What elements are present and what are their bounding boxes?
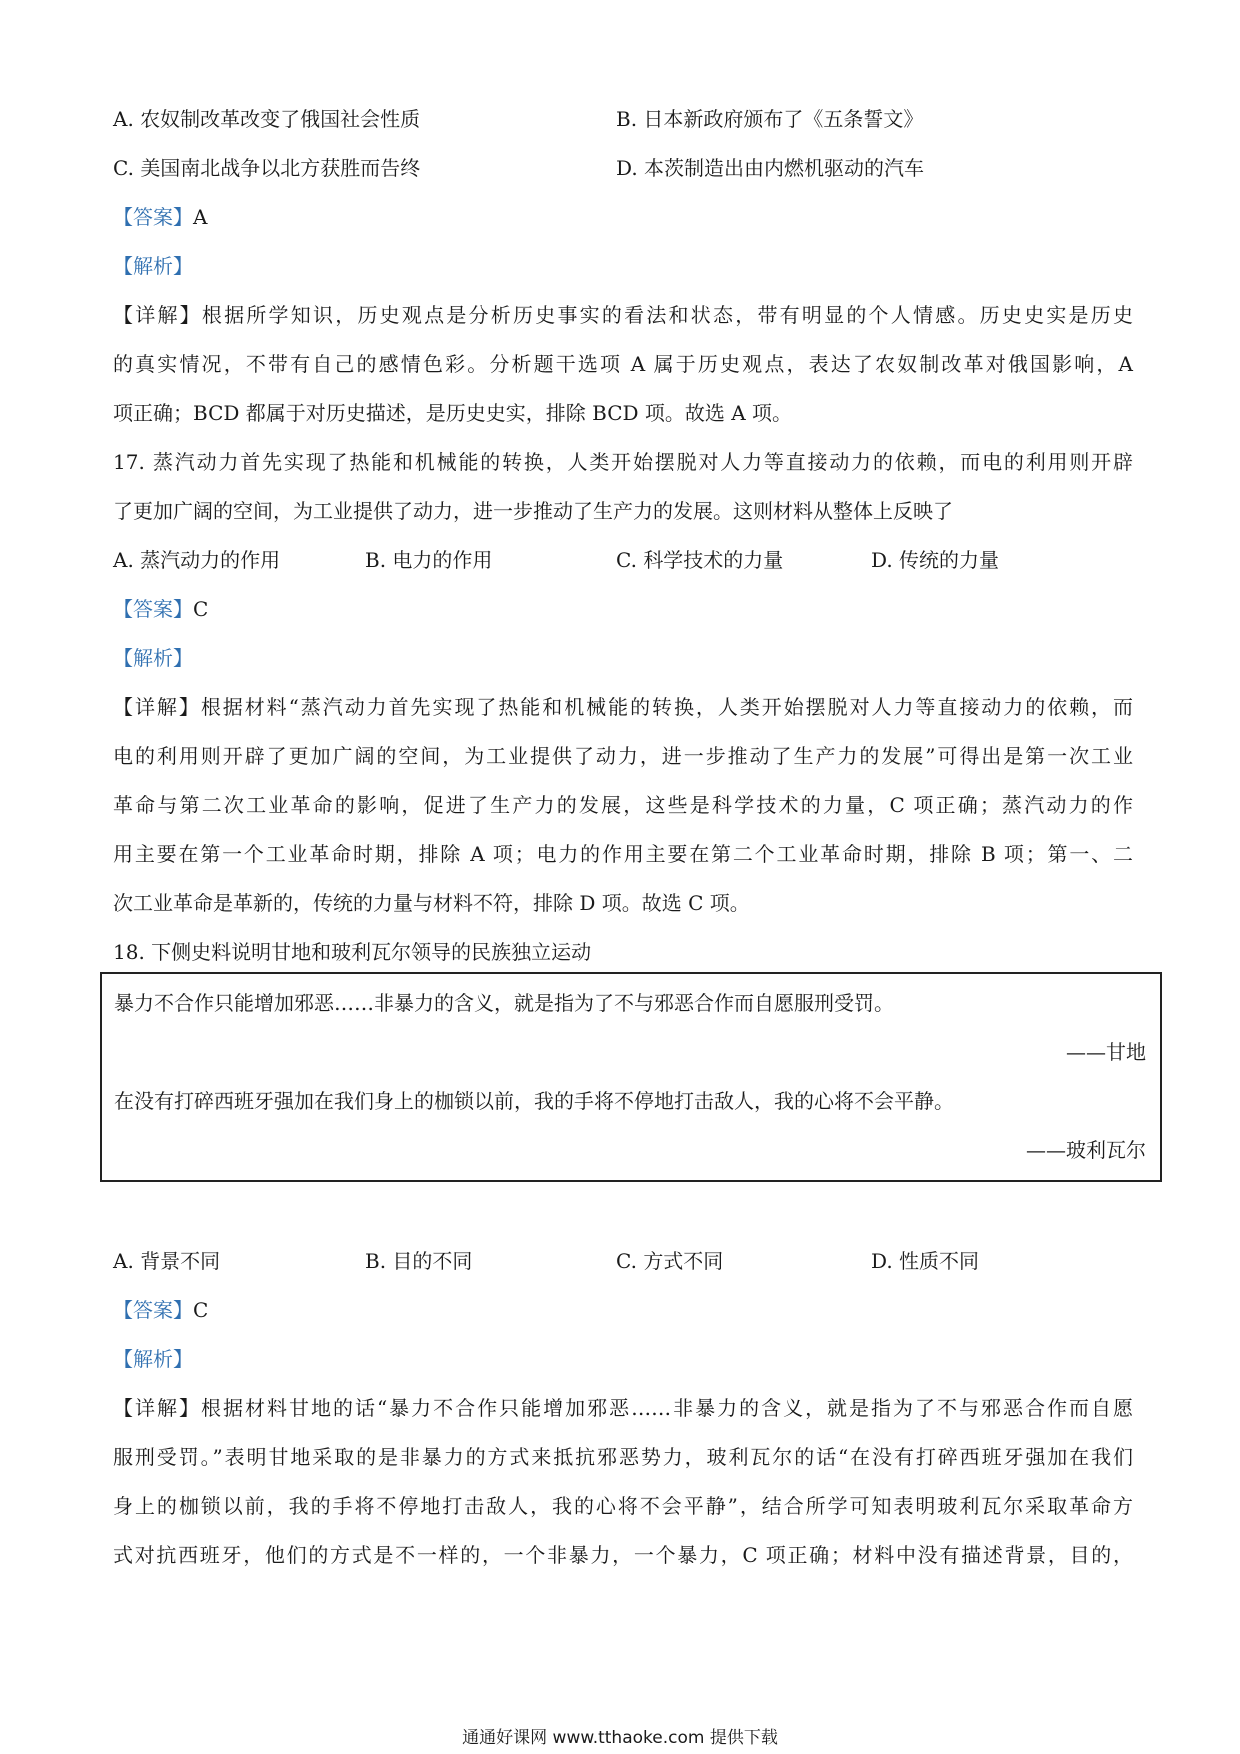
q18-option-a: A. 背景不同	[113, 1249, 221, 1273]
attribution-bolivar: ——玻利瓦尔	[1026, 1138, 1146, 1162]
answer-value: A	[193, 205, 208, 229]
q17-detail-line-4: 用主要在第一个工业革命时期，排除 A 项；电力的作用主要在第二个工业革命时期，排除 B 项；第一、二	[113, 842, 1133, 866]
q17-detail-line-2: 电的利用则开辟了更加广阔的空间，为工业提供了动力，进一步推动了生产力的发展”可得出是第一次工业	[113, 744, 1133, 768]
q17-option-a: A. 蒸汽动力的作用	[113, 548, 281, 572]
q17-detail-line-3: 革命与第二次工业革命的影响，促进了生产力的发展，这些是科学技术的力量，C 项正确；蒸汽动力的作	[113, 793, 1133, 817]
q17-stem-line-1: 17. 蒸汽动力首先实现了热能和机械能的转换，人类开始摆脱对人力等直接动力的依赖，而电的利用则开辟	[113, 450, 1133, 474]
page-footer: 通通好课网 www.tthaoke.com 提供下载	[462, 1728, 778, 1748]
q18-detail-line-4: 式对抗西班牙，他们的方式是不一样的，一个非暴力，一个暴力，C 项正确；材料中没有描述背景，目的，	[113, 1543, 1133, 1567]
q16-detail-line-2: 的真实情况，不带有自己的感情色彩。分析题干选项 A 属于历史观点，表达了农奴制改革对俄国影响，A	[113, 352, 1133, 376]
q17-option-b: B. 电力的作用	[365, 548, 493, 572]
q17-answer	[113, 594, 1133, 624]
answer-value: C	[193, 597, 209, 621]
answer-tag: 【答案】	[113, 1298, 193, 1322]
q16-option-c: C. 美国南北战争以北方获胜而告终	[113, 156, 421, 180]
q16-answer	[113, 202, 1133, 232]
answer-value: C	[193, 1298, 209, 1322]
detail-tag: 【详解】	[113, 695, 201, 719]
answer-tag: 【答案】	[113, 597, 193, 621]
quote-bolivar: 在没有打碎西班牙强加在我们身上的枷锁以前，我的手将不停地打击敌人，我的心将不会平静。	[114, 1089, 954, 1113]
q18-detail-line-2: 服刑受罚。”表明甘地采取的是非暴力的方式来抵抗邪恶势力，玻利瓦尔的话“在没有打碎西班牙强加在我们	[113, 1445, 1133, 1469]
q16-option-b: B. 日本新政府颁布了《五条誓文》	[616, 107, 924, 131]
q17-stem-line-2: 了更加广阔的空间，为工业提供了动力，进一步推动了生产力的发展。这则材料从整体上反映了	[113, 499, 953, 523]
q18-analysis-heading: 【解析】	[113, 1347, 193, 1371]
q18-option-c: C. 方式不同	[616, 1249, 724, 1273]
q16-option-d: D. 本茨制造出由内燃机驱动的汽车	[616, 156, 925, 180]
source-material-box	[100, 972, 1162, 1182]
q18-option-b: B. 目的不同	[365, 1249, 473, 1273]
q18-stem: 18. 下侧史料说明甘地和玻利瓦尔领导的民族独立运动	[113, 940, 592, 964]
q17-detail-line-5: 次工业革命是革新的，传统的力量与材料不符，排除 D 项。故选 C 项。	[113, 891, 750, 915]
attribution-gandhi: ——甘地	[1066, 1040, 1146, 1064]
q17-option-d: D. 传统的力量	[871, 548, 1000, 572]
q16-detail-line-3: 项正确；BCD 都属于对历史描述，是历史史实，排除 BCD 项。故选 A 项。	[113, 401, 793, 425]
q16-analysis-heading: 【解析】	[113, 254, 193, 278]
quote-gandhi: 暴力不合作只能增加邪恶……非暴力的含义，就是指为了不与邪恶合作而自愿服刑受罚。	[114, 991, 894, 1015]
q18-option-d: D. 性质不同	[871, 1249, 980, 1273]
q18-detail-line-3: 身上的枷锁以前，我的手将不停地打击敌人，我的心将不会平静”，结合所学可知表明玻利瓦尔采取革命方	[113, 1494, 1133, 1518]
q16-option-a: A. 农奴制改革改变了俄国社会性质	[113, 107, 421, 131]
q18-detail-line-1: 【详解】根据材料甘地的话“暴力不合作只能增加邪恶……非暴力的含义，就是指为了不与邪恶合作而自愿	[113, 1396, 1133, 1420]
answer-tag: 【答案】	[113, 205, 193, 229]
detail-tag: 【详解】	[113, 303, 202, 327]
q17-analysis-heading: 【解析】	[113, 646, 193, 670]
q16-detail-line-1: 【详解】根据所学知识，历史观点是分析历史事实的看法和状态，带有明显的个人情感。历史史实是历史	[113, 303, 1134, 327]
q17-detail-line-1: 【详解】根据材料“蒸汽动力首先实现了热能和机械能的转换，人类开始摆脱对人力等直接动力的依赖，而	[113, 695, 1133, 719]
q18-answer	[113, 1295, 1133, 1325]
q17-option-c: C. 科学技术的力量	[616, 548, 784, 572]
detail-tag: 【详解】	[113, 1396, 201, 1420]
